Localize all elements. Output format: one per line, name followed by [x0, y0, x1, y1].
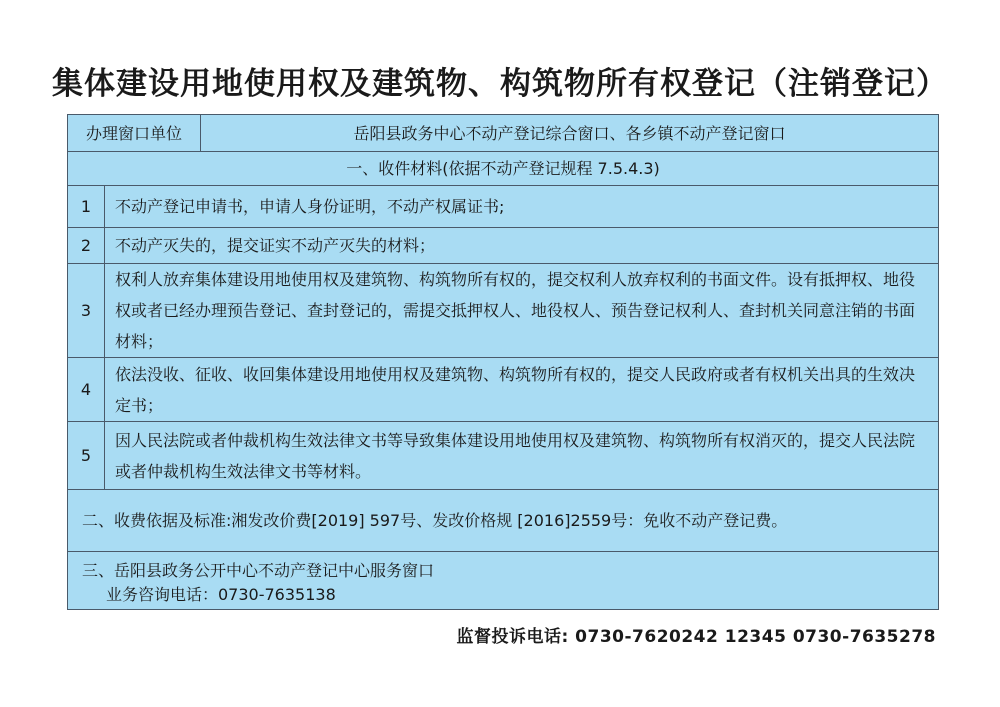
consult-phone: 业务咨询电话：0730-7635138 [106, 585, 336, 604]
material-text: 不动产灭失的，提交证实不动产灭失的材料； [115, 236, 436, 255]
material-row [68, 227, 938, 263]
material-text: 不动产登记申请书，申请人身份证明，不动产权属证书; [115, 197, 505, 216]
service-window-info [68, 552, 938, 609]
material-number: 5 [68, 422, 105, 489]
material-row [68, 263, 938, 357]
material-row [68, 185, 938, 227]
page-title: 集体建设用地使用权及建筑物、构筑物所有权登记（注销登记） [52, 66, 948, 102]
registration-info-table [67, 114, 939, 610]
unit-label: 办理窗口单位 [68, 115, 201, 151]
material-number: 3 [68, 264, 105, 357]
material-text: 权利人放弃集体建设用地使用权及建筑物、构筑物所有权的，提交权利人放弃权利的书面文件。设有抵押权、地役权或者已经办理预告登记、查封登记的，需提交抵押权人、地役权人、预告登记权利人、查封机关同意注销的书面材料； [115, 270, 916, 351]
material-number: 1 [68, 186, 105, 227]
unit-row [68, 115, 938, 151]
material-row [68, 357, 938, 421]
service-window-name: 三、岳阳县政务公开中心不动产登记中心服务窗口 [82, 561, 435, 580]
section1-header: 一、收件材料(依据不动产登记规程 7.5.4.3) [346, 159, 660, 178]
section1-header-row [68, 151, 938, 185]
material-number: 2 [68, 228, 105, 263]
material-row [68, 421, 938, 489]
material-text: 依法没收、征收、收回集体建设用地使用权及建筑物、构筑物所有权的，提交人民政府或者有权机关出具的生效决定书； [115, 364, 916, 415]
unit-value: 岳阳县政务中心不动产登记综合窗口、各乡镇不动产登记窗口 [353, 123, 786, 143]
section2-row [68, 489, 938, 551]
complaint-phone: 监督投诉电话: 0730-7620242 12345 0730-7635278 [456, 627, 936, 647]
material-number: 4 [68, 358, 105, 421]
fee-info: 二、收费依据及标准:湘发改价费[2019] 597号、发改价格规 [2016]2559号：免收不动产登记费。 [82, 511, 788, 530]
material-text: 因人民法院或者仲裁机构生效法律文书等导致集体建设用地使用权及建筑物、构筑物所有权消灭的，提交人民法院或者仲裁机构生效法律文书等材料。 [115, 430, 916, 481]
section3-row [68, 551, 938, 609]
